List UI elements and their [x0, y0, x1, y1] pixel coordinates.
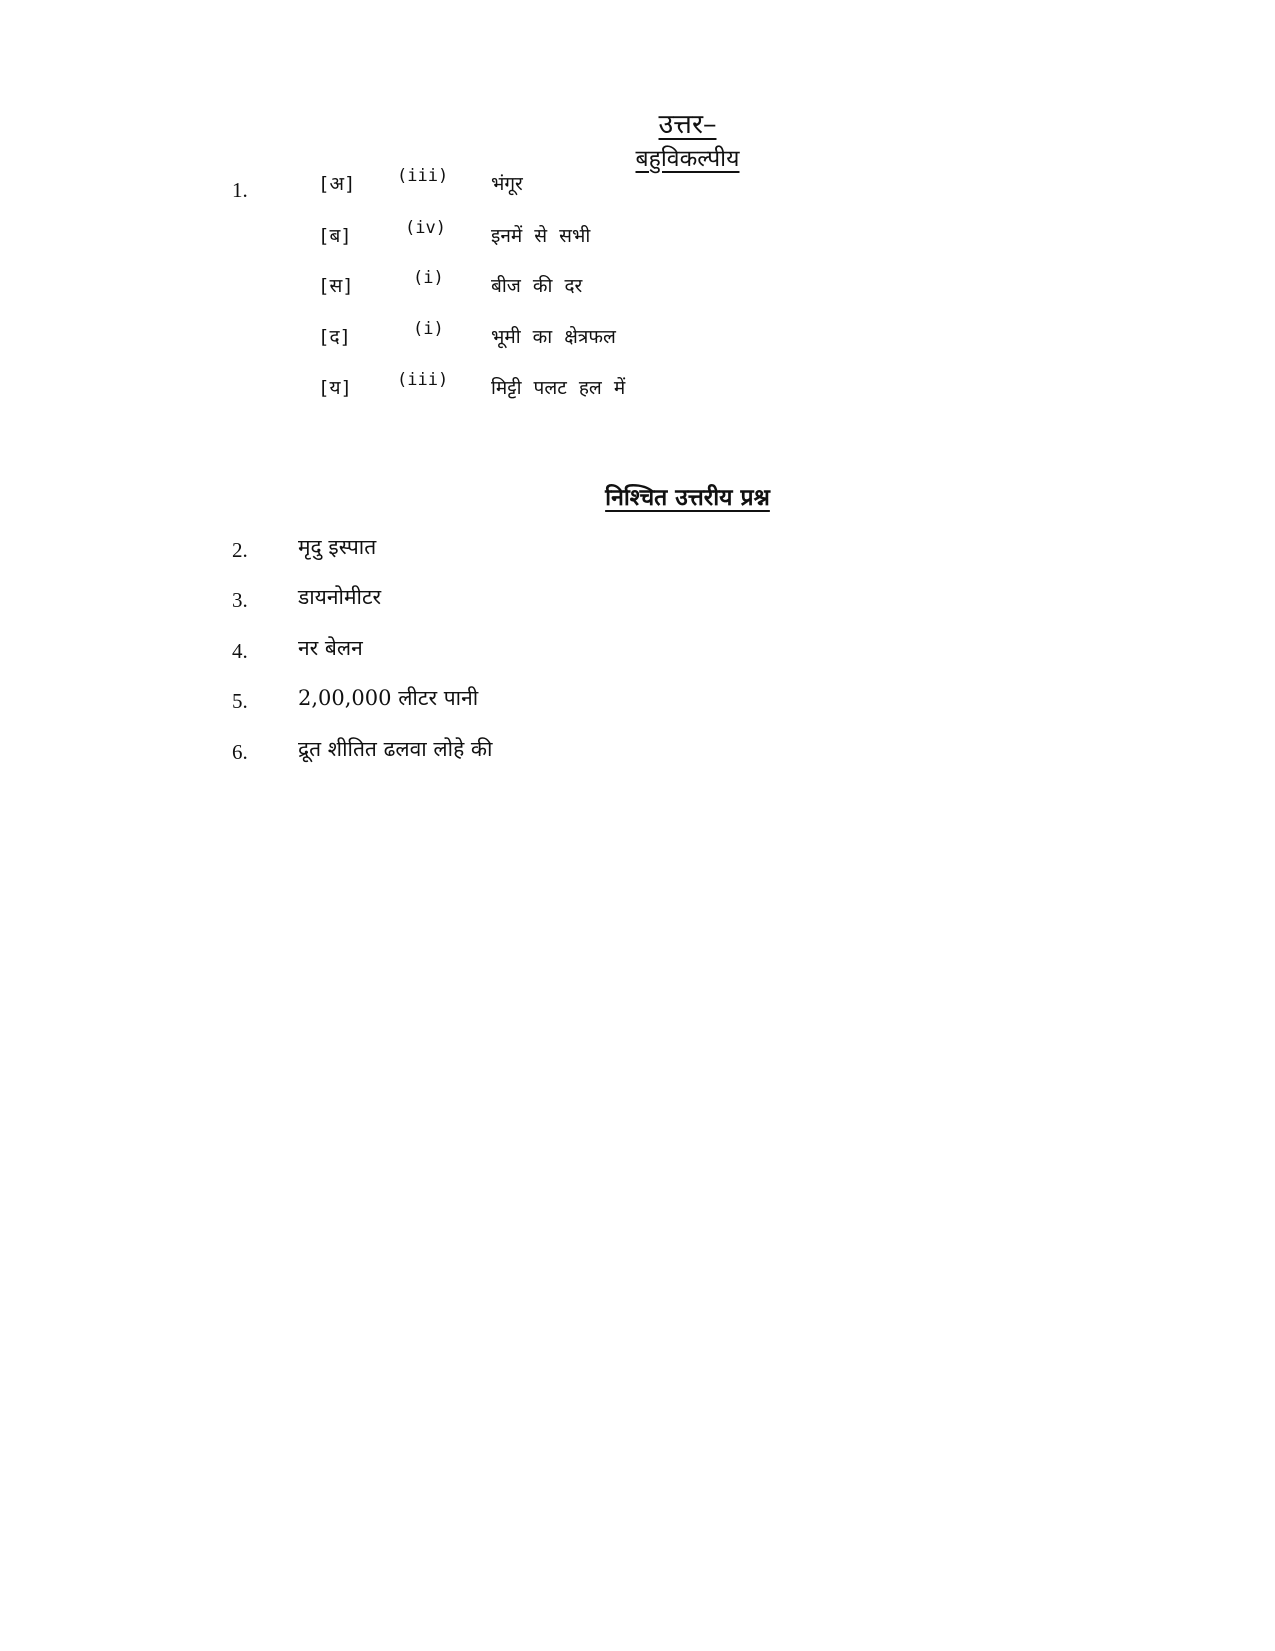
mcq-answer: मिट्टी पलट हल में: [491, 377, 626, 399]
mcq-answer: इनमें से सभी: [491, 225, 591, 247]
short-answer-section-title: [0, 480, 1275, 512]
question-number: 4.: [232, 639, 248, 663]
mcq-roman: (iii): [397, 166, 449, 186]
mcq-answer: भूमी का क्षेत्रफल: [491, 326, 616, 348]
short-answer-text: द्रूत शीतित ढलवा लोहे की: [298, 737, 493, 761]
mcq-item: [0, 166, 1275, 204]
mcq-letter: [स]: [318, 275, 354, 297]
question-number: 1.: [232, 178, 248, 202]
mcq-roman: (i): [413, 268, 444, 288]
mcq-letter: [अ]: [318, 173, 356, 195]
question-number: 3.: [232, 588, 248, 612]
short-answer-text: मृदु इस्पात: [298, 535, 377, 559]
question-number: 6.: [232, 740, 248, 764]
short-answer-item: [0, 686, 1275, 723]
question-number: 2.: [232, 538, 248, 562]
page-title: [0, 104, 1275, 141]
short-answer-item: [0, 535, 1275, 572]
short-answer-text: नर बेलन: [298, 636, 363, 660]
mcq-section-title: [0, 141, 1275, 173]
mcq-answer: बीज की दर: [491, 275, 583, 297]
mcq-section-title-text: बहुविकल्पीय: [635, 146, 740, 172]
short-answer-item: [0, 636, 1275, 673]
mcq-answer: भंगूर: [491, 173, 523, 195]
question-number: 5.: [232, 689, 248, 713]
page-title-text: उत्तर–: [658, 109, 717, 140]
mcq-item: [0, 218, 1275, 256]
short-answer-item: [0, 737, 1275, 774]
mcq-roman: (iii): [397, 370, 449, 390]
mcq-letter: [ब]: [318, 225, 352, 247]
short-answer-section-title-text: निश्चित उत्तरीय प्रश्न: [605, 484, 770, 511]
mcq-roman: (i): [413, 319, 444, 339]
mcq-item: [0, 319, 1275, 357]
mcq-item: [0, 370, 1275, 408]
mcq-item: [0, 268, 1275, 306]
short-answer-text: 2,00,000 लीटर पानी: [298, 686, 479, 710]
mcq-letter: [द]: [318, 326, 351, 348]
mcq-roman: (iv): [405, 218, 446, 238]
mcq-letter: [य]: [318, 377, 352, 399]
short-answer-item: [0, 585, 1275, 622]
short-answer-text: डायनोमीटर: [298, 585, 382, 609]
